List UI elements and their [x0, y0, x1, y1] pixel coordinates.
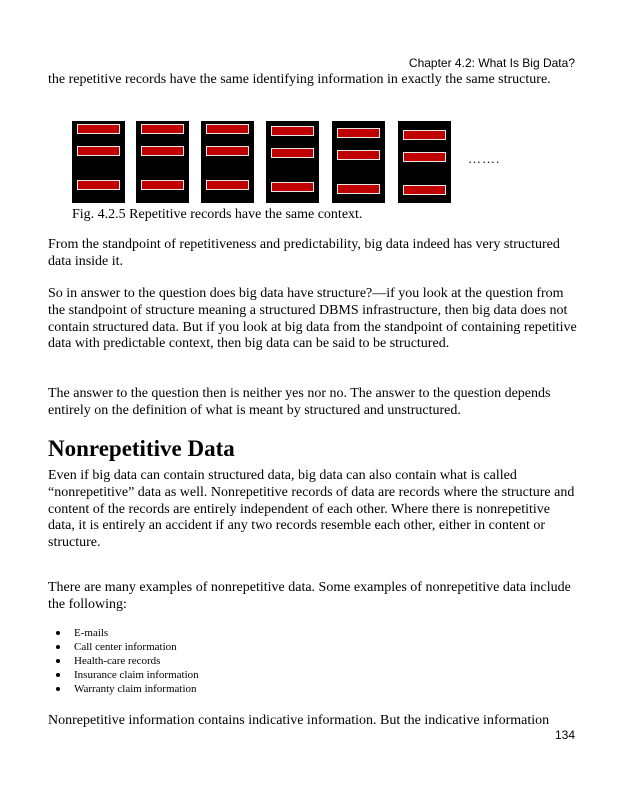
running-header: Chapter 4.2: What Is Big Data?	[408, 56, 575, 70]
examples-intro-paragraph: There are many examples of nonrepetitive data. Some examples of nonrepetitive data include the following:	[48, 580, 571, 612]
section-heading: Nonrepetitive Data	[48, 436, 235, 461]
record-field	[141, 146, 184, 156]
list-item: Warranty claim information	[54, 682, 199, 696]
list-item: Health-care records	[54, 654, 199, 668]
repetitive-records-figure	[72, 121, 512, 205]
intro-paragraph: the repetitive records have the same identifying information in exactly the same structure.	[48, 72, 551, 87]
record-field	[403, 130, 446, 140]
record-field	[77, 124, 120, 134]
record-field	[337, 184, 380, 194]
record-box	[201, 121, 254, 203]
page-number: 134	[554, 728, 575, 742]
record-field	[141, 124, 184, 134]
record-field	[77, 180, 120, 190]
nonrepetitive-definition-paragraph: Even if big data can contain structured data, big data can also contain what is called “nonrepetitive” data as well. Nonrepetitive records of data are records where the structure and content of the records are entirely independent of each other. Where there is nonrepetitive data, it is entirely an accident if any two records resemble each other, either in content or structure.	[48, 468, 575, 551]
record-field	[271, 148, 314, 158]
continuation-ellipsis: …….	[468, 151, 501, 166]
list-item: E-mails	[54, 626, 199, 640]
closing-paragraph: Nonrepetitive information contains indicative information. But the indicative information	[48, 713, 550, 728]
predictability-paragraph: From the standpoint of repetitiveness and predictability, big data indeed has very structured data inside it.	[48, 237, 560, 269]
neither-paragraph: The answer to the question then is neither yes nor no. The answer to the question depends entirely on the definition of what is meant by structured and unstructured.	[48, 386, 551, 418]
record-field	[271, 126, 314, 136]
record-box	[266, 121, 319, 203]
list-item: Call center information	[54, 640, 199, 654]
record-box	[136, 121, 189, 203]
record-field	[271, 182, 314, 192]
record-field	[77, 146, 120, 156]
record-box	[332, 121, 385, 203]
record-field	[206, 146, 249, 156]
record-box	[72, 121, 125, 203]
examples-list	[54, 626, 199, 696]
record-box	[398, 121, 451, 203]
record-field	[206, 124, 249, 134]
record-field	[141, 180, 184, 190]
record-field	[206, 180, 249, 190]
answer-paragraph: So in answer to the question does big data have structure?—if you look at the question from the standpoint of structure meaning a structured DBMS infrastructure, then big data does not contain structured data. But if you look at big data from the standpoint of containing repetitive data with predictable context, then big data can be said to be structured.	[48, 286, 577, 352]
record-field	[403, 185, 446, 195]
record-field	[337, 150, 380, 160]
list-item: Insurance claim information	[54, 668, 199, 682]
record-field	[403, 152, 446, 162]
figure-caption: Fig. 4.2.5 Repetitive records have the same context.	[72, 207, 363, 222]
record-field	[337, 128, 380, 138]
